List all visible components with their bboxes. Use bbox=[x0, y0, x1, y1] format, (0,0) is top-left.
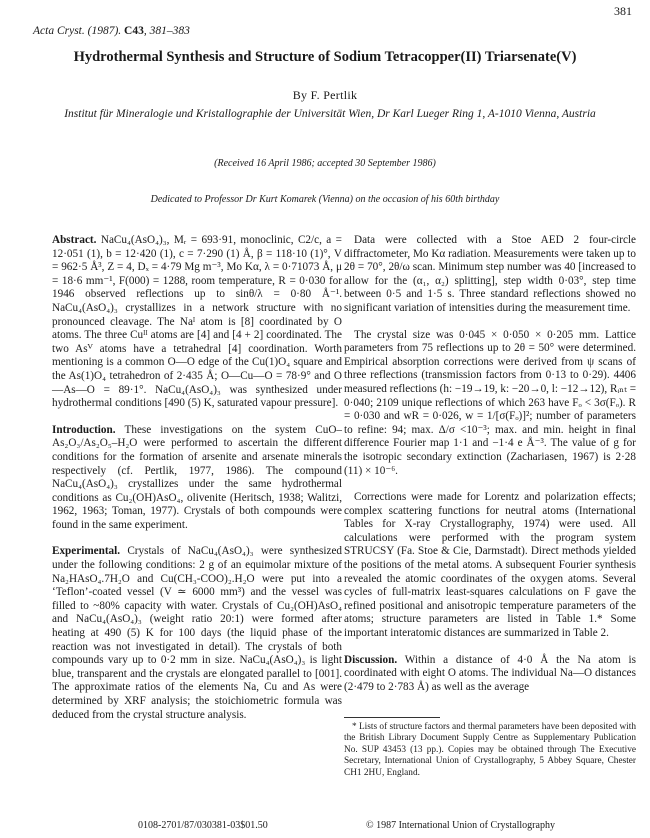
discussion-heading: Discussion. bbox=[344, 653, 398, 666]
received-dates: (Received 16 April 1986; accepted 30 September 1986) bbox=[214, 158, 436, 169]
journal-citation bbox=[33, 25, 190, 37]
journal-pages: , 381–383 bbox=[143, 25, 190, 37]
abstract-paragraph bbox=[52, 234, 342, 411]
left-column bbox=[52, 234, 342, 735]
discussion-paragraph bbox=[344, 654, 636, 695]
article-author: By F. Pertlik bbox=[292, 88, 358, 102]
abstract-heading: Abstract. bbox=[52, 234, 97, 246]
corrections-paragraph: Corrections were made for Lorentz and polarization effects; complex scattering functions for neutral atoms (International Tables for X-ray Crystallography, 1974) were used. All calculations were performed with the program system STRUCSY (Fa. Stoe & Cie, Darmstadt). Direct methods yielded the positions of the metal atoms. A subsequent Fourier synthesis revealed the atomic coordinates of the oxygen atoms. Several cycles of full-matrix least-squares calculations on F gave the refined positional and anisotropic temperature parameters of the atoms; structure parameters are listed in Table 1.* Some important interatomic distances are summarized in Table 2. bbox=[344, 491, 636, 640]
article-title: Hydrothermal Synthesis and Structure of Sodium Tetracopper(II) Triarsenate(V) bbox=[73, 49, 577, 65]
experimental-paragraph bbox=[52, 545, 342, 722]
article-code: 0108-2701/87/030381-03$01.50 bbox=[138, 820, 268, 831]
introduction-heading: Introduction. bbox=[52, 423, 116, 436]
footnote bbox=[344, 722, 636, 779]
introduction-text: These investigations on the system CuO–As₂O₃/As₂O₅–H₂O were performed to ascertain the different conditions for the formation of arsenite and arsenate minerals respectively (cf. Pertlik, 1977, 1986). The compound NaCu₄(AsO₄)₃ crystallizes under the same hydrothermal conditions as Cu₂(OH)AsO₄, olivenite (Heritsch, 1938; Walitzi, 1962, 1963; Toman, 1977). Crystals of both compounds were found in the same experiment. bbox=[52, 423, 342, 531]
author-affiliation: Institut für Mineralogie und Kristallographie der Universität Wien, Dr Karl Lueger Ring 1, A-1010 Vienna, Austria bbox=[64, 108, 596, 120]
refinement-paragraph: The crystal size was 0·045 × 0·050 × 0·205 mm. Lattice parameters from 75 reflections up to 2θ = 50° were determined. Empirical absorption corrections were derived from ψ scans of three reflections (transmission factors from 0·13 to 0·29). 4406 measured reflections (h: −19→19, k: −20→0, l: −12→12), Rᵢₙₜ = 0·040; 2109 unique reflections of which 263 have Fₒ < 3σ(Fₒ). R = 0·030 and wR = 0·026, w = 1/[σ(Fₒ)]²; number of parameters to refine: 94; max. Δ/σ <10⁻³; max. and min. height in final difference Fourier map 1·1 and −1·4 e Å⁻³. The value of g for the isotropic secondary extinction (Zachariasen, 1967) is 2·28 (11) × 10⁻⁶. bbox=[344, 328, 636, 477]
data-collection-paragraph: Data were collected with a Stoe AED 2 four-circle diffractometer, Mo Kα radiation. Measurements were taken up to 2θ = 70°, 2θ/ω scan. Minimum step number was 40 [increased to allow for the (α₁, α₂) splitting], step width 0·03°, step time between 0·5 and 1·5 s. Three standard reflections showed no significant variation of intensities during the measurement time. bbox=[344, 234, 636, 314]
page-number: 381 bbox=[614, 4, 632, 18]
journal-name: Acta Cryst. bbox=[33, 25, 85, 37]
copyright-notice: © 1987 International Union of Crystallography bbox=[366, 820, 555, 831]
journal-volume: C43 bbox=[124, 25, 144, 37]
footnote-text: * Lists of structure factors and thermal parameters have been deposited with the British Library Document Supply Centre as Supplementary Publication No. SUP 43453 (13 pp.). Copies may be obtained through The Executive Secretary, International Union of Crystallography, 5 Abbey Square, Chester CH1 2HU, England. bbox=[344, 722, 636, 778]
dedication: Dedicated to Professor Dr Kurt Komarek (Vienna) on the occasion of his 60th birthday bbox=[150, 194, 500, 205]
abstract-text: NaCu₄(AsO₄)₃, Mᵣ = 693·91, monoclinic, C2/c, a = 12·051 (1), b = 12·420 (1), c = 7·290 (1) Å, β = 118·10 (1)°, V = 962·5 Å³, Z = 4, Dₓ = 4·79 Mg m⁻³, Mo Kα, λ = 0·71073 Å, μ = 18·6 mm⁻¹, F(000) = 1288, room temperature, R = 0·030 for 1946 observed reflections up to sinθ/λ = 0·80 Å⁻¹. NaCu₄(AsO₄)₃ crystallizes in a network structure with no pronounced cleavage. The Naᴵ atom is [8] coordinated by O atoms. The three Cuᴵᴵ atoms are [4] and [4 + 2] coordinated. The two Asⱽ atoms have a tetrahedral [4] coordination. Worth mentioning is a common O—O edge of the Cu(1)O₄ square and the As(1)O₄ tetrahedron of 2·435 Å; O—Cu—O = 78·9° and O—As—O = 89·1°. NaCu₄(AsO₄)₃ was synthesized under hydrothermal conditions [490 (5) K, saturated vapour pressure]. bbox=[52, 234, 342, 410]
right-column bbox=[344, 234, 636, 707]
discussion-text: Within a distance of 4·0 Å the Na atom is coordinated with eight O atoms. The individual Na—O distances (2·479 to 2·783 Å) as well as the average bbox=[344, 653, 636, 693]
experimental-heading: Experimental. bbox=[52, 545, 121, 558]
experimental-text: Crystals of NaCu₄(AsO₄)₃ were synthesized under the following conditions: 2 g of an equimolar mixture of Na₂HAsO₄.7H₂O and Cu(CH₃-COO)₂.H₂O were put into a ‘Teflon’-coated vessel (V ≃ 6000 mm³) and the vessel was filled to ~80% capacity with water. Crystals of Cu₂(OH)AsO₄ and NaCu₄(AsO₄)₃ (weight ratio 20:1) were formed after heating at 490 (5) K for 100 days (the liquid phase of the reaction was not investigated in detail). The crystals of both compounds vary up to 0·2 mm in size. NaCu₄(AsO₄)₃ is light blue, transparent and the crystals are elongated parallel to [001]. The approximate ratios of the elements Na, Cu and As were determined by XRF analysis; the stoichiometric formula was deduced from the crystal structure analysis. bbox=[52, 545, 342, 721]
introduction-paragraph bbox=[52, 424, 342, 533]
footnote-rule bbox=[344, 717, 440, 718]
journal-year: (1987). bbox=[87, 25, 122, 37]
